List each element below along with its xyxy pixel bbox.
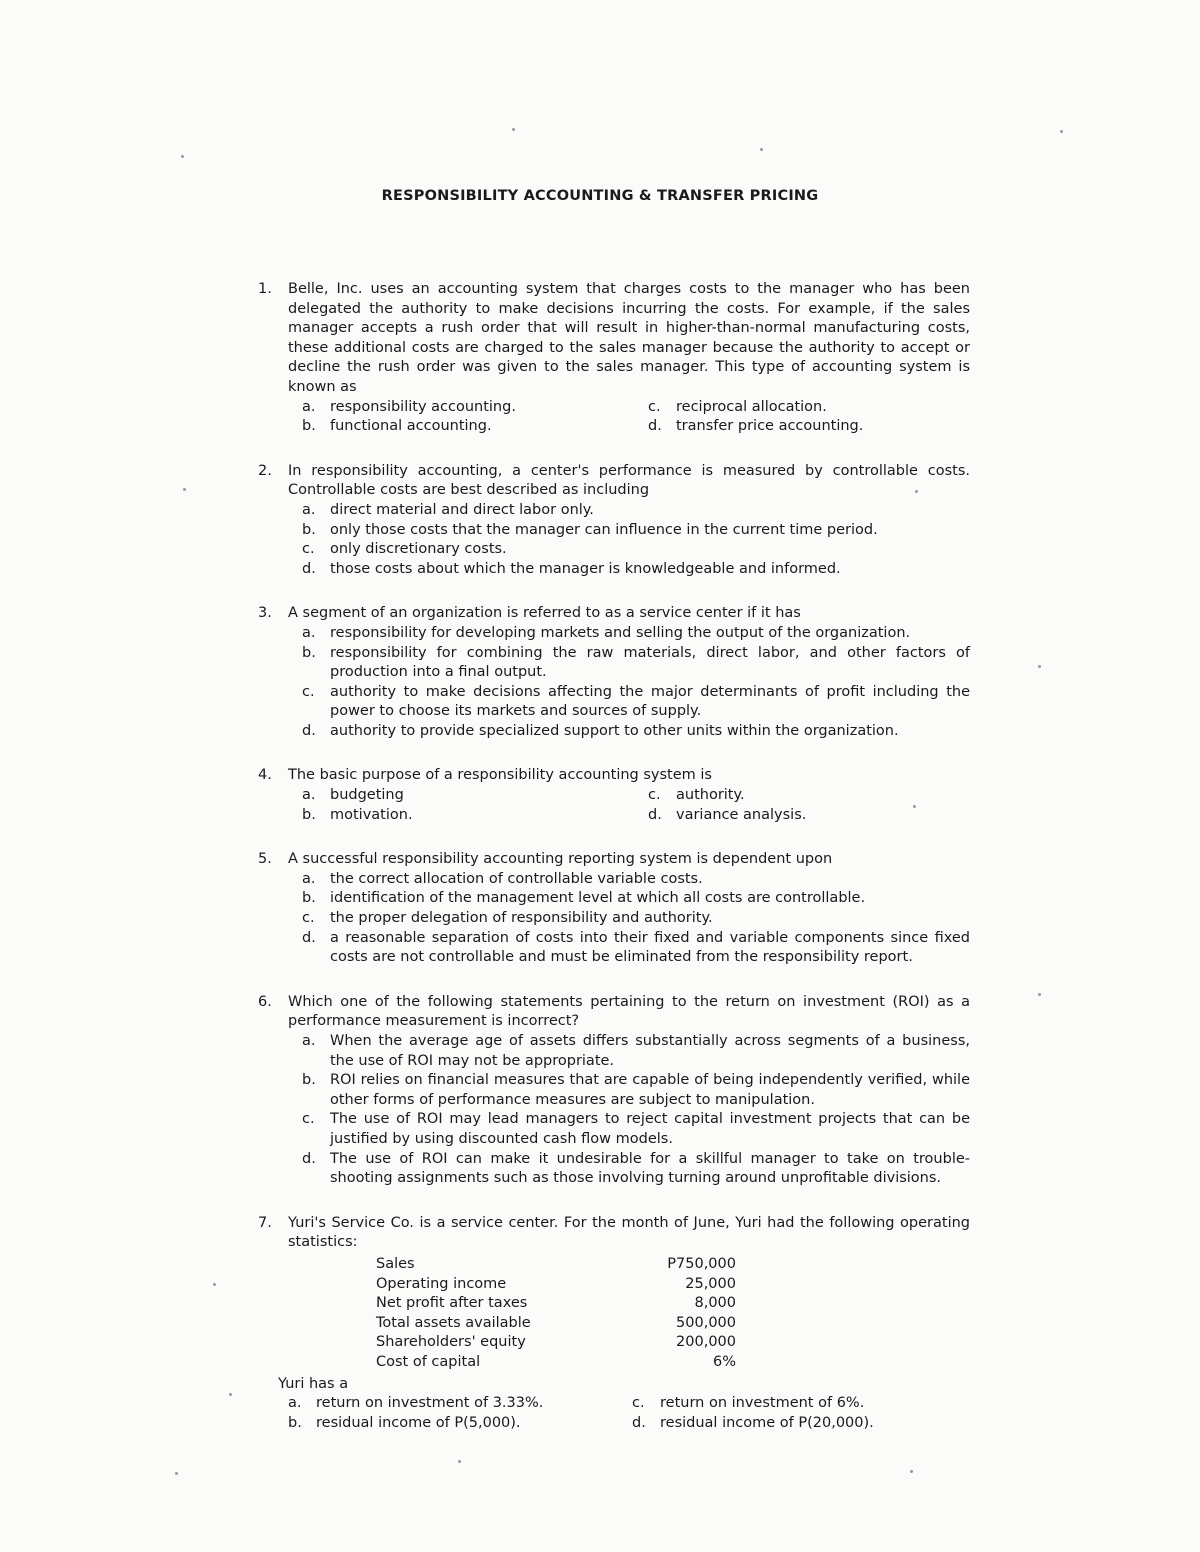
question-number: 5.	[258, 851, 272, 868]
answer-lead: Yuri has a	[278, 1375, 349, 1392]
option	[302, 1110, 970, 1149]
option-text: budgeting	[330, 787, 404, 804]
question-stem: Belle, Inc. uses an accounting system that charges costs to the manager who has been delegated the authority to make decisions incurring the costs. For example, if the sales manager accepts a rush order that will result in higher-than-normal manufacturing costs, these additional costs are charged to the sales manager because the authority to accept or decline the rush order was given to the sales manager. This type of accounting system is known as	[288, 281, 970, 395]
question-stem: In responsibility accounting, a center's performance is measured by controllable costs. Controllable costs are best described as including	[288, 462, 970, 499]
option	[632, 1394, 970, 1414]
option-text: The use of ROI can make it undesirable for a skillful manager to take on trouble-shooting assignments such as those involving turning around unprofitable divisions.	[330, 1150, 970, 1187]
option-letter: c.	[302, 1111, 315, 1128]
page-title: RESPONSIBILITY ACCOUNTING & TRANSFER PRICING	[381, 188, 819, 204]
option	[648, 398, 970, 418]
option-grid	[302, 786, 970, 825]
option	[302, 806, 648, 826]
option	[302, 540, 970, 560]
stat-label: Total assets available	[376, 1314, 531, 1331]
option	[648, 786, 970, 806]
option	[302, 560, 970, 580]
question-3	[258, 604, 970, 741]
option	[302, 722, 970, 742]
option	[302, 909, 970, 929]
option-text: authority to provide specialized support to other units within the organization.	[330, 722, 899, 739]
scan-speck	[910, 1470, 913, 1473]
option-letter: a.	[302, 398, 316, 415]
option	[302, 870, 970, 890]
scan-speck	[1060, 130, 1063, 133]
scan-speck	[915, 490, 918, 493]
option	[648, 417, 970, 437]
option-letter: c.	[302, 910, 315, 927]
question-stem: The basic purpose of a responsibility accounting system is	[288, 767, 712, 784]
option	[302, 786, 648, 806]
option-text: authority to make decisions affecting the major determinants of profit including the power to choose its markets and sources of supply.	[330, 683, 970, 720]
option-text: functional accounting.	[330, 418, 492, 435]
scan-speck	[183, 488, 186, 491]
scan-speck	[181, 155, 184, 158]
option-text: a reasonable separation of costs into their fixed and variable components since fixed costs are not controllable and must be eliminated from the responsibility report.	[330, 929, 970, 966]
option-text: When the average age of assets differs substantially across segments of a business, the use of ROI may not be appropriate.	[330, 1033, 970, 1069]
question-number: 7.	[258, 1214, 272, 1231]
stat-label: Operating income	[376, 1275, 507, 1292]
stat-value: 200,000	[676, 1334, 736, 1351]
scan-speck	[1038, 993, 1041, 996]
option-letter: a.	[302, 787, 316, 804]
option-letter: d.	[648, 418, 662, 435]
option-letter: a.	[302, 624, 316, 641]
option-list	[302, 870, 970, 968]
scan-speck	[213, 1283, 216, 1286]
scan-speck	[760, 148, 763, 151]
option-letter: a.	[288, 1395, 302, 1412]
option-letter: d.	[302, 1150, 316, 1167]
question-6	[258, 993, 970, 1189]
option-text: only those costs that the manager can influence in the current time period.	[330, 521, 878, 538]
stat-value: 6%	[712, 1353, 736, 1370]
option-text: responsibility for combining the raw materials, direct labor, and other factors of production into a final output.	[330, 644, 970, 681]
question-2	[258, 462, 970, 580]
option	[302, 521, 970, 541]
option-text: return on investment of 6%.	[660, 1395, 865, 1412]
option-letter: c.	[648, 787, 661, 804]
option-text: reciprocal allocation.	[676, 398, 827, 415]
question-1	[258, 280, 970, 437]
option-text: ROI relies on financial measures that are capable of being independently verified, while other forms of performance measures are subject to manipulation.	[330, 1072, 970, 1108]
option-text: The use of ROI may lead managers to reject capital investment projects that can be justified by using discounted cash flow models.	[330, 1111, 970, 1147]
option-letter: c.	[632, 1395, 645, 1412]
option	[288, 1394, 632, 1414]
scan-speck	[458, 1460, 461, 1463]
stat-value: 25,000	[685, 1275, 736, 1292]
question-stem: Which one of the following statements pertaining to the return on investment (ROI) as a performance measurement is incorrect?	[288, 993, 970, 1030]
option	[302, 624, 970, 644]
option	[302, 1150, 970, 1189]
stat-value: 500,000	[676, 1314, 736, 1331]
option-text: authority.	[676, 787, 745, 804]
question-number: 2.	[258, 462, 272, 479]
scan-speck	[175, 1472, 178, 1475]
option-letter: b.	[302, 806, 316, 823]
option-letter: b.	[302, 418, 316, 435]
question-stem: A segment of an organization is referred to as a service center if it has	[288, 605, 801, 622]
option-text: residual income of P(20,000).	[660, 1414, 874, 1431]
option	[288, 1414, 632, 1434]
option	[302, 417, 648, 437]
option-letter: d.	[302, 929, 316, 946]
option	[302, 398, 648, 418]
option	[302, 683, 970, 722]
option-letter: b.	[302, 890, 316, 907]
option-list	[302, 1032, 970, 1189]
question-stem: Yuri's Service Co. is a service center. For the month of June, Yuri had the following operating statistics:	[288, 1214, 970, 1251]
option-text: direct material and direct labor only.	[330, 501, 594, 518]
option	[302, 501, 970, 521]
option-text: identification of the management level at which all costs are controllable.	[330, 890, 866, 907]
option-letter: d.	[648, 806, 662, 823]
option-grid	[302, 398, 970, 437]
question-number: 4.	[258, 767, 272, 784]
option-text: the proper delegation of responsibility and authority.	[330, 910, 713, 927]
question-number: 3.	[258, 605, 272, 622]
option-letter: b.	[302, 1072, 316, 1089]
option	[302, 644, 970, 683]
question-stem: A successful responsibility accounting reporting system is dependent upon	[288, 851, 833, 868]
option	[302, 889, 970, 909]
option-text: transfer price accounting.	[676, 418, 864, 435]
option-list	[302, 624, 970, 742]
option-letter: d.	[632, 1414, 646, 1431]
option-letter: d.	[302, 560, 316, 577]
option-letter: a.	[302, 1033, 316, 1049]
option-text: only discretionary costs.	[330, 541, 507, 558]
scan-speck	[913, 805, 916, 808]
option-letter: b.	[288, 1414, 302, 1431]
question-number: 1.	[258, 281, 272, 297]
option-letter: b.	[302, 644, 316, 661]
option-letter: d.	[302, 722, 316, 739]
option-letter: c.	[302, 541, 315, 558]
stat-label: Cost of capital	[376, 1353, 481, 1370]
question-4	[258, 766, 970, 825]
option-text: responsibility for developing markets and selling the output of the organization.	[330, 624, 911, 641]
stat-label: Net profit after taxes	[376, 1295, 528, 1312]
option-text: those costs about which the manager is knowledgeable and informed.	[330, 560, 841, 577]
question-7	[258, 1214, 970, 1434]
operating-statistics-table	[376, 1255, 970, 1373]
scan-speck	[1038, 665, 1041, 668]
option-letter: a.	[302, 501, 316, 518]
scan-speck	[229, 1393, 232, 1396]
question-list	[258, 280, 970, 1458]
option-text: the correct allocation of controllable variable costs.	[330, 870, 703, 887]
scan-speck	[512, 128, 515, 131]
option-letter: b.	[302, 521, 316, 538]
stat-value: P750,000	[667, 1255, 736, 1272]
option	[302, 1071, 970, 1110]
option-grid	[288, 1394, 970, 1433]
stat-label: Sales	[376, 1255, 415, 1272]
option	[302, 929, 970, 968]
option-text: responsibility accounting.	[330, 398, 516, 415]
option	[632, 1414, 970, 1434]
stat-label: Shareholders' equity	[376, 1334, 526, 1351]
option-text: residual income of P(5,000).	[316, 1414, 521, 1431]
question-5	[258, 850, 970, 968]
option-letter: a.	[302, 870, 316, 887]
stat-value: 8,000	[694, 1295, 736, 1312]
option	[648, 806, 970, 826]
option-text: return on investment of 3.33%.	[316, 1395, 544, 1412]
option	[302, 1032, 970, 1071]
option-letter: c.	[648, 398, 661, 415]
option-text: motivation.	[330, 806, 413, 823]
option-list	[302, 501, 970, 579]
option-letter: c.	[302, 683, 315, 700]
question-number: 6.	[258, 993, 272, 1010]
option-text: variance analysis.	[676, 806, 807, 823]
